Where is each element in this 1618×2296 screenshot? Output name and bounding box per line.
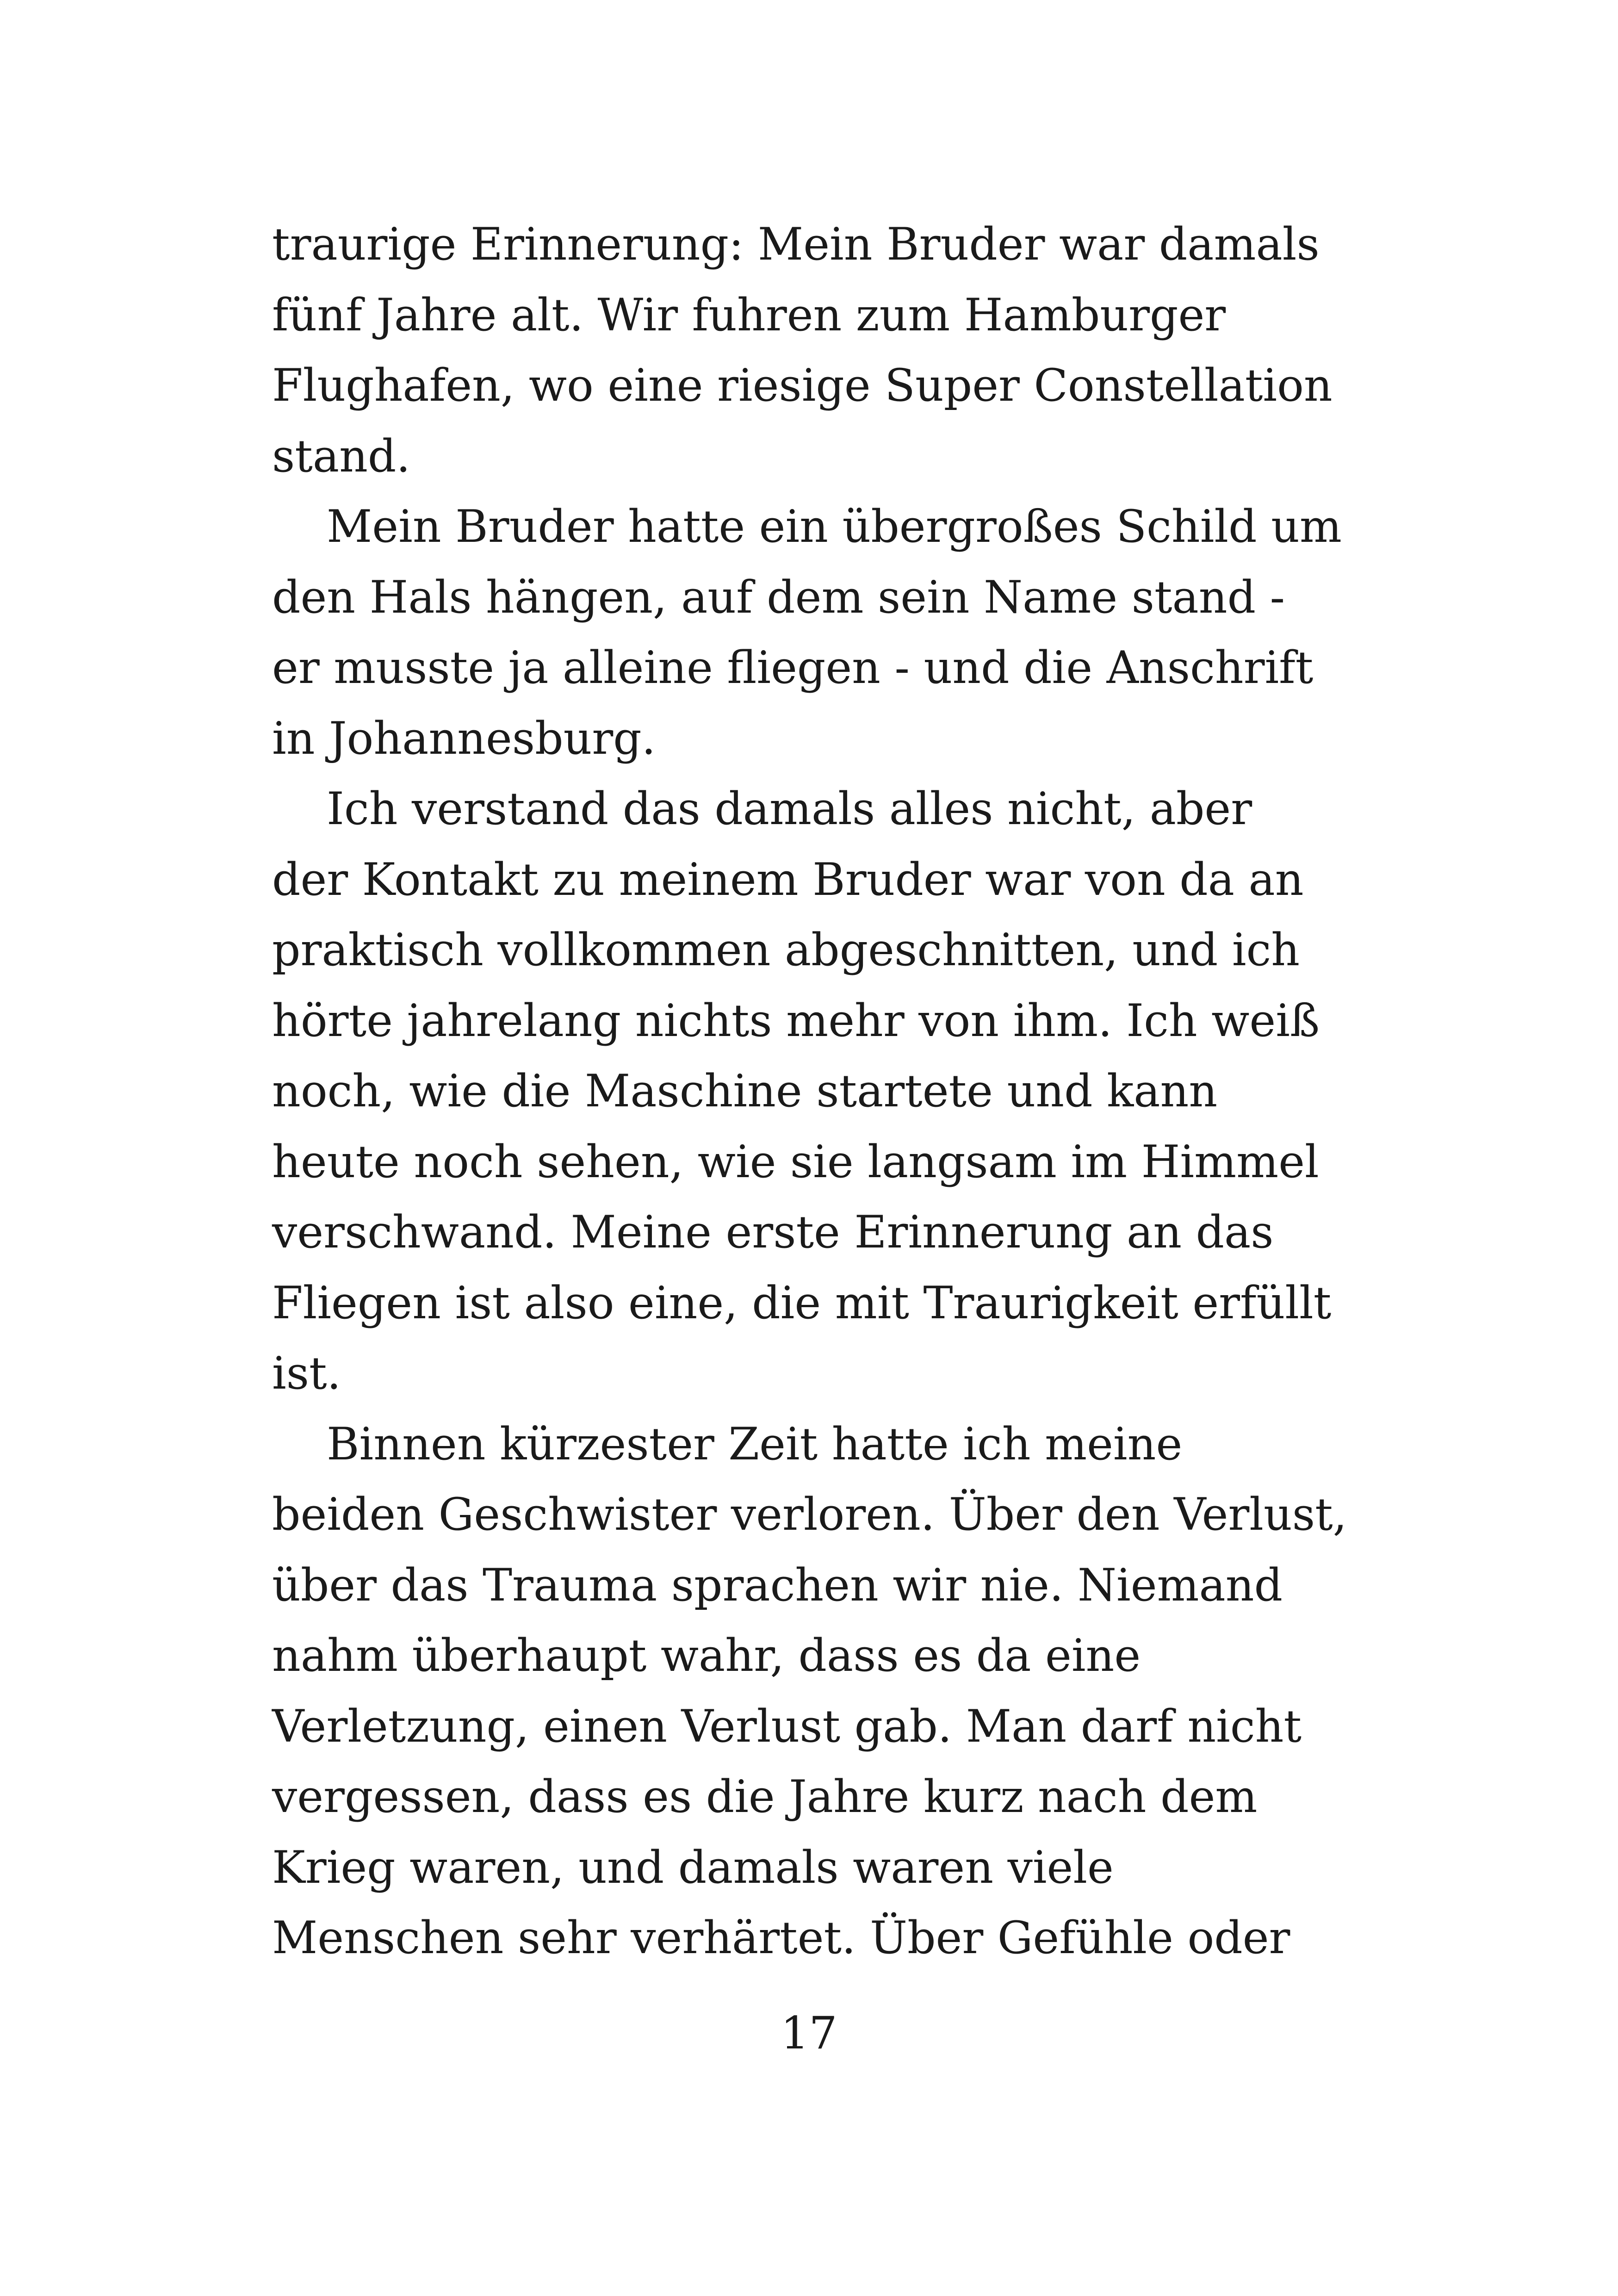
text-line: der Kontakt zu meinem Bruder war von da an [272,853,1304,906]
body-text [272,209,1392,1973]
paragraph-first-line: Mein Bruder hatte ein übergroßes Schild um [327,501,1342,552]
text-line: traurige Erinnerung: Mein Bruder war damals [272,218,1320,270]
text-line: den Hals hängen, auf dem sein Name stand - [272,571,1285,623]
text-line: nahm überhaupt wahr, dass es da eine [272,1630,1141,1682]
text-line: Fliegen ist also eine, die mit Traurigkeit erfüllt [272,1277,1332,1329]
text-line: hörte jahrelang nichts mehr von ihm. Ich weiß [272,994,1320,1047]
text-line: stand. [272,430,410,482]
text-line: Menschen sehr verhärtet. Über Gefühle oder [272,1912,1290,1964]
text-line: verschwand. Meine erste Erinnerung an das [272,1206,1274,1258]
text-line: Verletzung, einen Verlust gab. Man darf nicht [272,1700,1302,1752]
text-line: über das Trauma sprachen wir nie. Niemand [272,1559,1283,1611]
text-line: heute noch sehen, wie sie langsam im Himmel [272,1136,1319,1188]
text-line: beiden Geschwister verloren. Über den Verlust, [272,1489,1347,1540]
text-line: in Johannesburg. [272,712,656,764]
paragraph-first-line: Ich verstand das damals alles nicht, aber [327,783,1252,835]
text-line: praktisch vollkommen abgeschnitten, und ich [272,924,1300,976]
text-line: fünf Jahre alt. Wir fuhren zum Hamburger [272,289,1226,341]
text-line: er musste ja alleine fliegen - und die Anschrift [272,642,1314,694]
text-line: Krieg waren, und damals waren viele [272,1841,1114,1893]
page-number: 17 [781,2007,837,2059]
text-line: Flughafen, wo eine riesige Super Constellation [272,360,1333,411]
text-line: vergessen, dass es die Jahre kurz nach dem [272,1771,1258,1823]
text-line: noch, wie die Maschine startete und kann [272,1065,1218,1117]
text-line: ist. [272,1347,341,1399]
paragraph-first-line: Binnen kürzester Zeit hatte ich meine [327,1418,1183,1470]
